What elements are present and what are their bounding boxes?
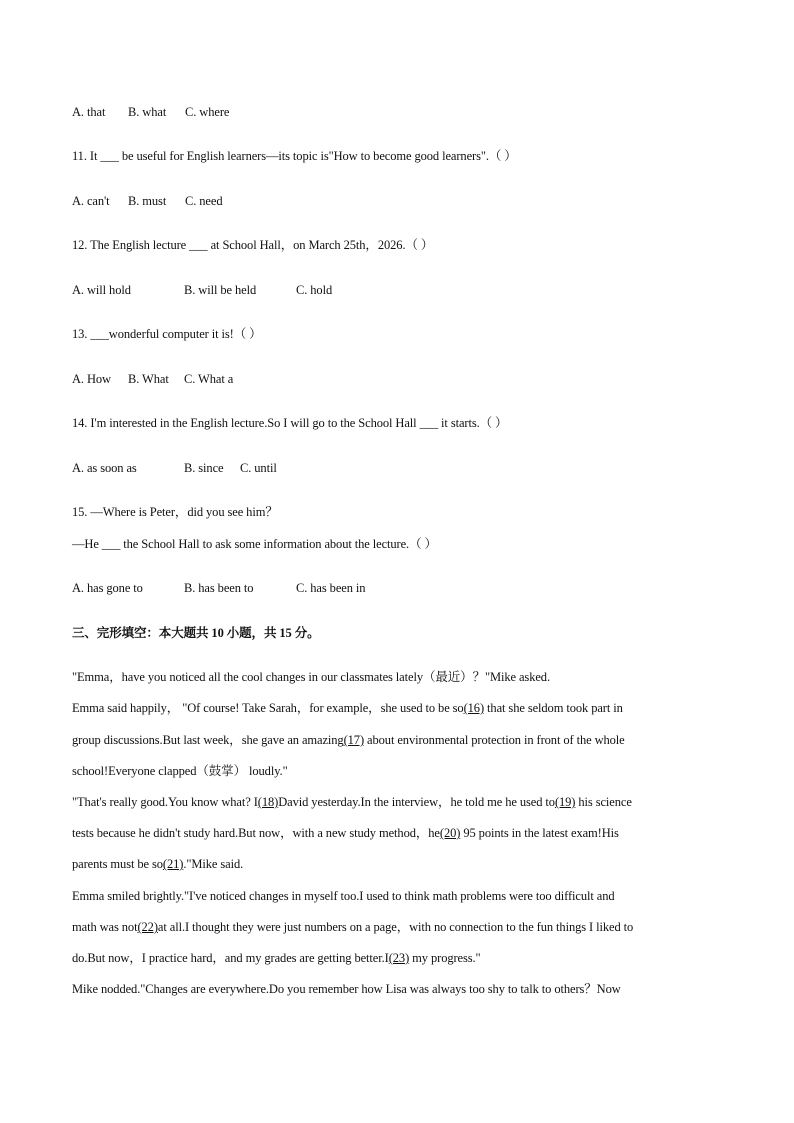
option-choice: A. has gone to <box>72 581 143 595</box>
passage-text: his science <box>575 795 632 809</box>
option-choice: C. has been in <box>296 581 366 595</box>
option-choice: A. that <box>72 105 106 119</box>
answer-options <box>72 282 332 298</box>
answer-options <box>72 193 222 209</box>
passage-line <box>72 763 288 779</box>
passage-text: school!Everyone clapped（鼓掌） loudly." <box>72 764 288 778</box>
blank-number: (20) <box>439 826 461 840</box>
passage-line <box>72 856 243 872</box>
blank-number: (19) <box>554 795 576 809</box>
passage-text: parents must be so <box>72 857 163 871</box>
blank-number: (22) <box>137 920 158 934</box>
question-text: 12. The English lecture ___ at School Hall，on March 25th，2026.（ ） <box>72 238 434 252</box>
option-choice: C. need <box>185 194 223 208</box>
option-choice: B. will be held <box>184 283 257 297</box>
blank-number: (23) <box>388 951 410 965</box>
question-text: —He ___ the School Hall to ask some information about the lecture.（ ） <box>72 537 437 551</box>
passage-line <box>72 732 625 748</box>
answer-options <box>72 371 233 387</box>
answer-options <box>72 580 365 596</box>
option-choice: A. can't <box>72 194 110 208</box>
passage-line <box>72 794 632 810</box>
passage-text: Emma said happily， "Of course! Take Sarah，for example，she used to be so <box>72 701 464 715</box>
option-choice: B. has been to <box>184 581 254 595</box>
passage-line <box>72 888 615 904</box>
blank-number: (16) <box>463 701 485 715</box>
option-choice: C. where <box>185 105 230 119</box>
answer-options <box>72 104 229 120</box>
passage-text: "Emma，have you noticed all the cool changes in our classmates lately（最近）？"Mike asked. <box>72 670 550 684</box>
option-choice: A. will hold <box>72 283 131 297</box>
blank-number: (17) <box>343 733 365 747</box>
option-choice: A. as soon as <box>72 461 137 475</box>
option-choice: B. what <box>128 105 167 119</box>
passage-text: at all.I thought they were just numbers on a page，with no connection to the fun things I liked to <box>157 920 634 934</box>
passage-line <box>72 669 550 685</box>
section-heading: 三、完形填空：本大题共 10 小题，共 15 分。 <box>72 626 320 640</box>
passage-text: David yesterday.In the interview，he told me he used to <box>278 795 555 809</box>
passage-text: do.But now，I practice hard，and my grades are getting better.I <box>72 951 389 965</box>
option-choice: C. What a <box>184 372 234 386</box>
option-choice: B. What <box>128 372 169 386</box>
passage-text: my progress." <box>409 951 481 965</box>
passage-text: that she seldom took part in <box>484 701 623 715</box>
option-choice: B. since <box>184 461 224 475</box>
passage-text: ."Mike said. <box>183 857 244 871</box>
option-choice: C. until <box>240 461 277 475</box>
passage-text: tests because he didn't study hard.But now，with a new study method，he <box>72 826 440 840</box>
passage-text: 95 points in the latest exam!His <box>460 826 619 840</box>
answer-options <box>72 460 277 476</box>
question-text: 14. I'm interested in the English lecture.So I will go to the School Hall ___ it starts.（ ） <box>72 416 508 430</box>
passage-line <box>72 700 623 716</box>
option-choice: C. hold <box>296 283 333 297</box>
option-choice: B. must <box>128 194 167 208</box>
passage-text: "That's really good.You know what? I <box>72 795 258 809</box>
passage-text: Mike nodded."Changes are everywhere.Do you remember how Lisa was always too shy to talk to others？Now <box>72 982 621 996</box>
passage-text: group discussions.But last week，she gave an amazing <box>72 733 344 747</box>
passage-text: about environmental protection in front of the whole <box>364 733 625 747</box>
option-choice: A. How <box>72 372 111 386</box>
passage-line <box>72 981 621 997</box>
passage-text: Emma smiled brightly."I've noticed changes in myself too.I used to think math problems were too difficult and <box>72 889 615 903</box>
passage-text: math was not <box>72 920 138 934</box>
question-text: 11. It ___ be useful for English learners—its topic is"How to become good learners".（ ） <box>72 149 517 163</box>
passage-line <box>72 919 633 935</box>
passage-line <box>72 825 619 841</box>
passage-line <box>72 950 481 966</box>
question-text: 13. ___wonderful computer it is!（ ） <box>72 327 262 341</box>
question-text: 15. —Where is Peter，did you see him？ <box>72 505 278 519</box>
blank-number: (21) <box>162 857 184 871</box>
blank-number: (18) <box>257 795 279 809</box>
